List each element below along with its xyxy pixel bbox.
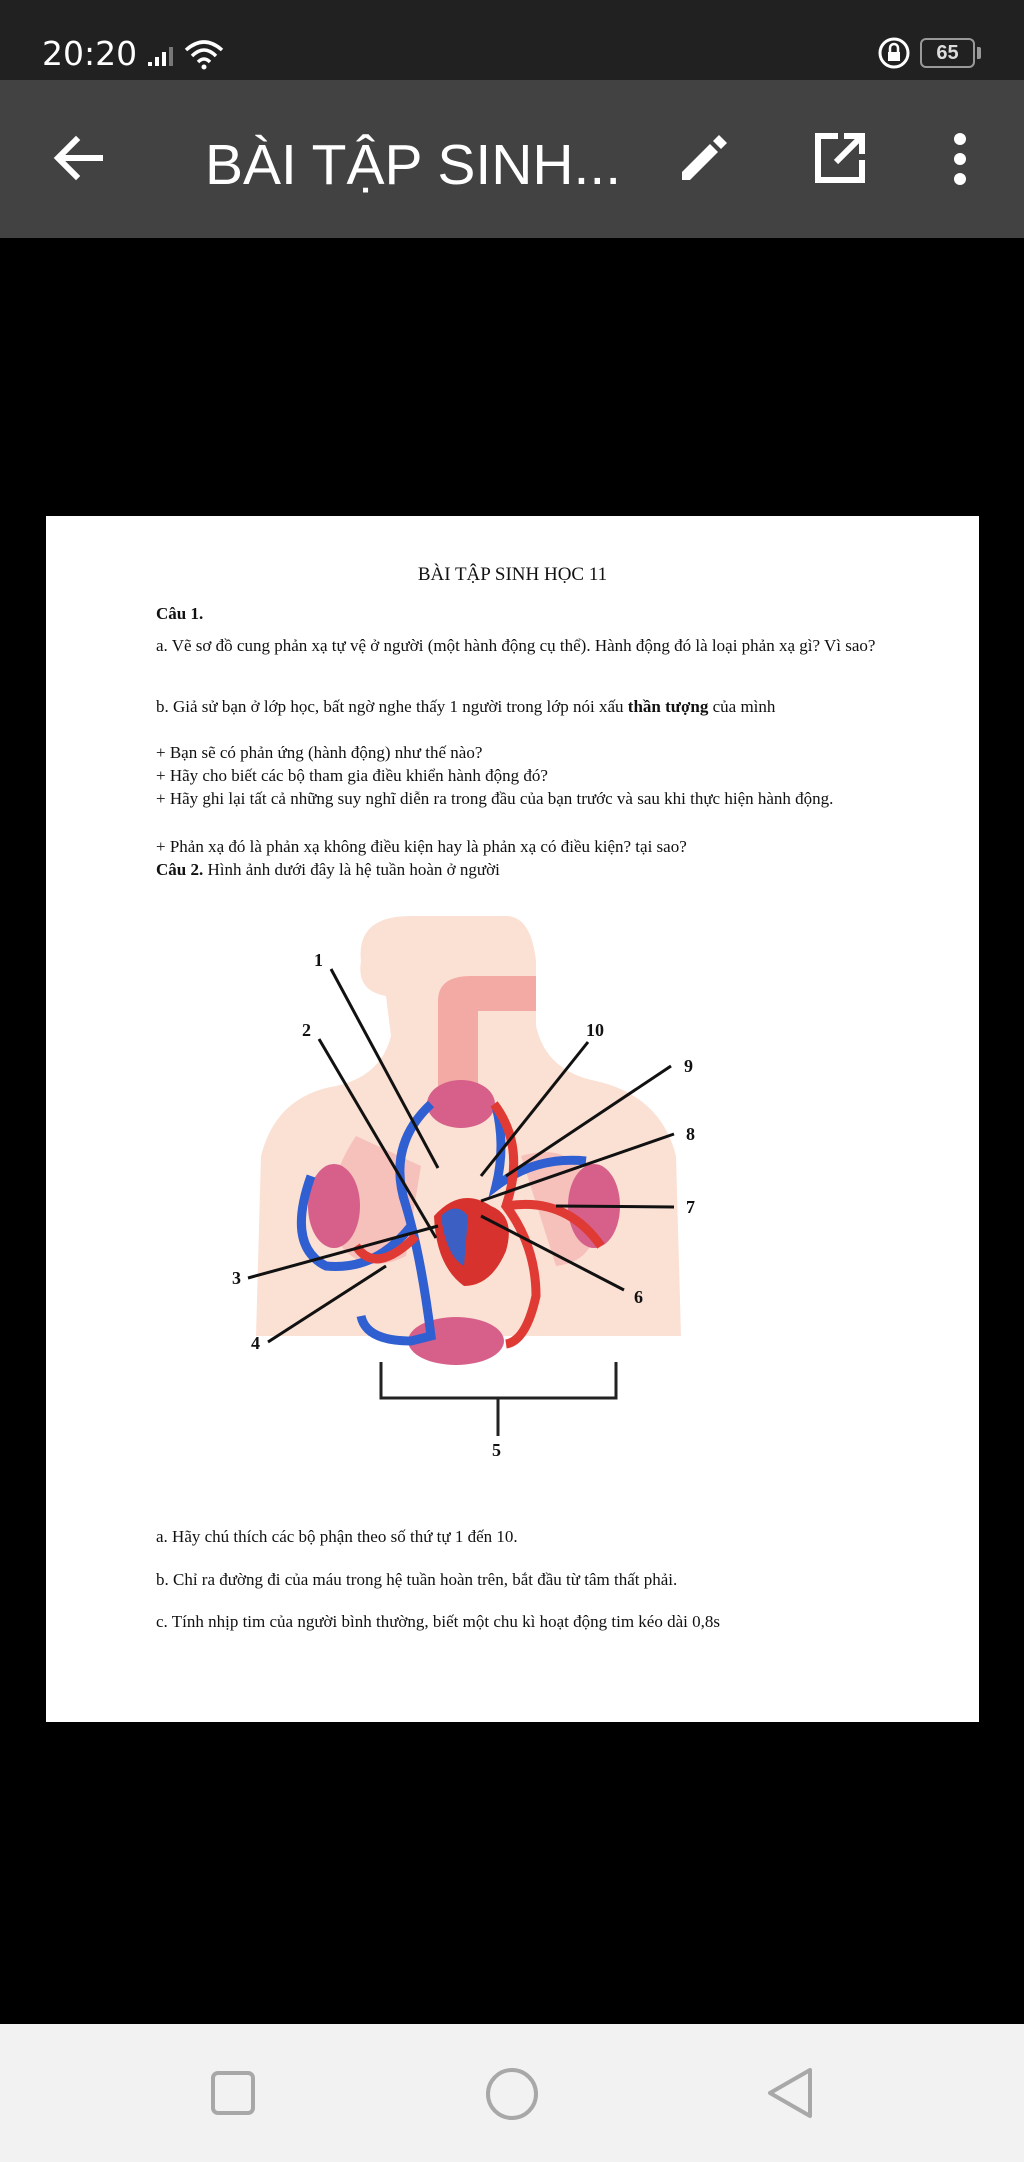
diagram-label: 10 [586,1020,604,1040]
open-external-icon[interactable] [812,130,868,186]
back-arrow-icon[interactable] [52,135,104,181]
battery-tip [977,47,981,59]
status-time: 20:20 [42,34,138,73]
navigation-bar [0,2024,1024,2162]
question-1b-text [156,696,916,717]
document-viewer[interactable] [0,238,1024,2024]
status-bar [0,0,1024,80]
question-1-heading: Câu 1. [156,604,204,623]
rotation-lock-icon [877,36,911,70]
question-1b-end: của mình [712,697,776,716]
document-title: BÀI TẬP SINH HỌC 11 [417,564,608,585]
battery-indicator: 65 [920,38,975,68]
diagram-label: 2 [302,1020,311,1040]
diagram-label: 7 [686,1197,695,1217]
wifi-icon [184,38,224,70]
diagram-label: 6 [634,1287,643,1307]
question-1b-item: + Hãy ghi lại tất cả những suy nghĩ diễn ra trong đầu của bạn trước và sau khi thực hiện hành động. [156,789,834,808]
question-2a-text: a. Hãy chú thích các bộ phận theo số thứ tự 1 đến 10. [156,1527,518,1546]
question-1b-item: + Phản xạ đó là phản xạ không điều kiện hay là phản xạ có điều kiện? tại sao? [156,837,687,856]
back-icon[interactable] [766,2066,814,2120]
diagram-label: 4 [251,1333,260,1353]
question-1b-item: + Hãy cho biết các bộ tham gia điều khiển hành động đó? [156,766,548,785]
question-2c-text: c. Tính nhịp tim của người bình thường, biết một chu kì hoạt động tim kéo dài 0,8s [156,1612,720,1631]
question-1a-text: a. Vẽ sơ đồ cung phản xạ tự vệ ở người (một hành động cụ thể). Hành động đó là loại phản xạ gì? Vì sao? [156,636,876,655]
question-2b-text: b. Chỉ ra đường đi của máu trong hệ tuần hoàn trên, bắt đầu từ tâm thất phải. [156,1570,678,1589]
diagram-label: 5 [492,1440,501,1460]
diagram-label: 9 [684,1056,693,1076]
question-1b-item: + Bạn sẽ có phản ứng (hành động) như thế nào? [156,743,483,762]
home-icon[interactable] [484,2066,540,2122]
signal-icon [148,44,178,68]
question-2-text [156,859,916,880]
question-2-intro: Hình ảnh dưới đây là hệ tuần hoàn ở người [207,860,500,879]
document-page [46,516,979,1722]
recent-apps-icon[interactable] [210,2070,256,2116]
app-bar [0,80,1024,238]
page-title: BÀI TẬP SINH... [205,133,622,197]
diagram-label: 1 [314,950,323,970]
more-options-icon[interactable] [950,132,970,186]
diagram-label: 3 [232,1268,241,1288]
question-2-heading: Câu 2. [156,860,204,879]
question-1b-intro: b. Giả sử bạn ở lớp học, bất ngờ nghe thấy 1 người trong lớp nói xấu [156,697,624,716]
circulatory-system-diagram [206,916,866,1486]
diagram-label: 8 [686,1124,695,1144]
edit-pencil-icon[interactable] [676,130,732,186]
question-1b-bold: thần tượng [627,697,709,716]
